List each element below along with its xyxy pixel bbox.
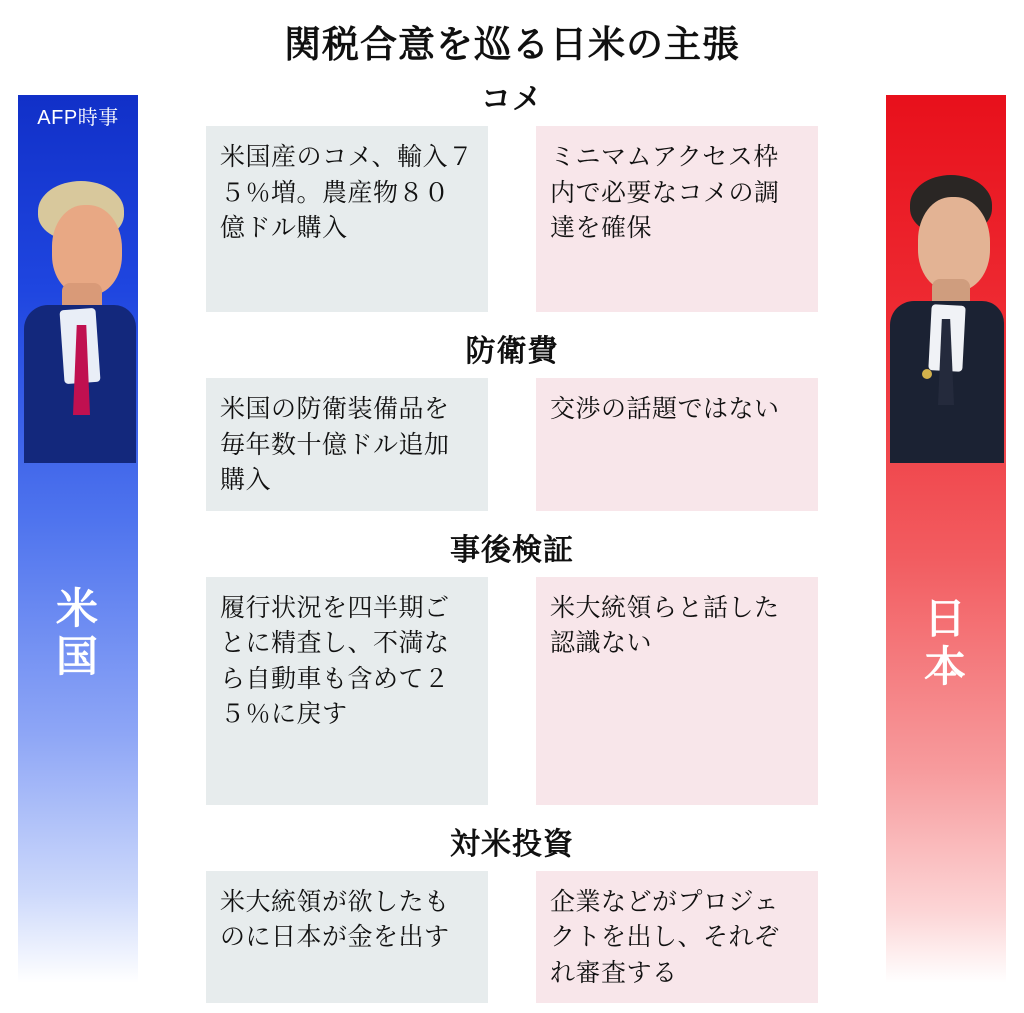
us-claim-toushi: 米大統領が欲したものに日本が金を出す	[206, 871, 488, 1004]
us-claim-kome: 米国産のコメ、輸入７５％増。農産物８０億ドル購入	[206, 126, 488, 312]
us-label-line2: 国	[55, 633, 100, 681]
photo-credit: AFP時事	[37, 107, 119, 129]
section-toushi	[206, 819, 818, 1004]
lapel-pin-icon	[922, 369, 932, 379]
us-label	[18, 585, 138, 682]
jp-claim-toushi: 企業などがプロジェクトを出し、それぞれ審査する	[536, 871, 818, 1004]
section-heading: コメ	[481, 83, 543, 116]
jp-label	[886, 595, 1006, 692]
table-row	[206, 378, 818, 511]
table-row	[206, 577, 818, 805]
section-kensho	[206, 525, 818, 805]
ishiba-portrait	[886, 133, 1006, 463]
section-heading: 防衛費	[465, 335, 559, 368]
jp-claim-kome: ミニマムアクセス枠内で必要なコメの調達を確保	[536, 126, 818, 312]
table-row	[206, 126, 818, 312]
trump-portrait	[18, 133, 138, 463]
face-shape	[52, 205, 122, 295]
table-row	[206, 871, 818, 1004]
section-heading: 事後検証	[450, 533, 574, 567]
jp-claim-kensho: 米大統領らと話した認識ない	[536, 577, 818, 805]
section-heading: 対米投資	[450, 827, 574, 861]
face-shape	[918, 197, 990, 291]
page-title: 関税合意を巡る日米の主張	[284, 24, 740, 65]
us-label-line1: 米	[55, 585, 100, 632]
jp-side-column	[886, 95, 1006, 983]
section-kome	[206, 74, 818, 312]
section-bouei	[206, 326, 818, 511]
jp-claim-bouei: 交渉の話題ではない	[536, 378, 818, 511]
us-side-column	[18, 95, 138, 983]
comparison-table	[206, 74, 818, 1003]
us-claim-bouei: 米国の防衛装備品を毎年数十億ドル追加購入	[206, 378, 488, 511]
jp-label-line1: 日	[923, 595, 968, 642]
us-claim-kensho: 履行状況を四半期ごとに精査し、不満なら自動車も含めて２５％に戻す	[206, 577, 488, 805]
jp-label-line2: 本	[923, 643, 968, 691]
